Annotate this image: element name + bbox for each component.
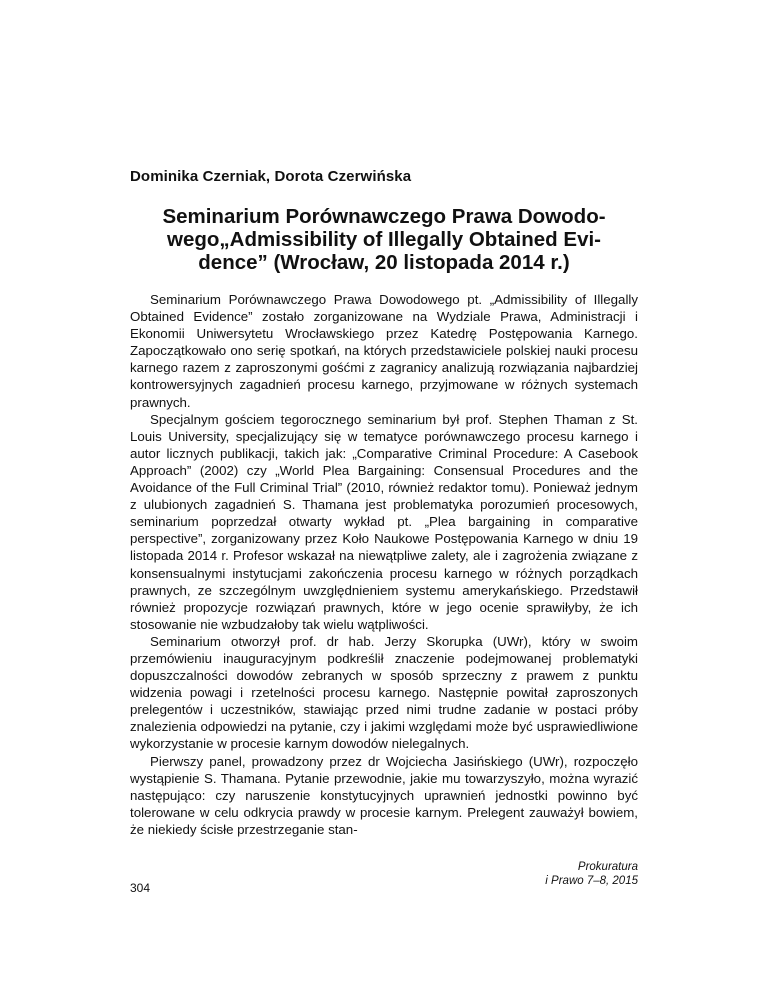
- journal-name: Prokuratura: [577, 861, 638, 873]
- body-paragraph: Pierwszy panel, prowadzony przez dr Wojciecha Jasińskiego (UWr), rozpoczęło wystąpienie S. Thamana. Pytanie przewodnie, jakie mu towarzyszyło, można wyrazić następująco: czy naruszenie konstytucyjnych uprawnień jednostki powinno być tolerowane w celu odkrycia prawdy w procesie karnym. Prelegent zauważył bowiem, że niekiedy ścisłe przestrzeganie stan-: [130, 753, 638, 837]
- title-line: dence” (Wrocław, 20 listopada 2014 r.): [198, 251, 570, 274]
- body-paragraph: Seminarium Porównawczego Prawa Dowodowego pt. „Admissibility of Illegally Obtained Evidence” zostało zorganizowane na Wydziale Prawa, Administracji i Ekonomii Uniwersytetu Wrocławskiego przez Katedrę Postępowania Karnego. Zapoczątkowało ono serię spotkań, na których przedstawiciele polskiej nauki procesu karnego razem z zaproszonymi gośćmi z zagranicy analizują rozwiązania najbardziej kontrowersyjnych zagadnień procesu karnego, przyjmowane w różnych systemach prawnych.: [130, 292, 638, 410]
- article-authors: Dominika Czerniak, Dorota Czerwińska: [130, 168, 412, 185]
- article-body: [130, 291, 638, 838]
- title-line: Seminarium Porównawczego Prawa Dowodo-: [162, 205, 606, 228]
- journal-issue: i Prawo 7–8, 2015: [545, 875, 638, 887]
- title-line: wego„Admissibility of Illegally Obtained Evi-: [167, 228, 601, 251]
- body-paragraph: Specjalnym gościem tegorocznego seminarium był prof. Stephen Thaman z St. Louis University, specjalizujący się w tematyce porównawczego procesu karnego i autor licznych publikacji, takich jak: „Comparative Criminal Procedure: A Casebook Approach” (2002) czy „World Plea Bargaining: Consensual Procedures and the Avoidance of the Full Criminal Trial” (2010, również redaktor tomu). Ponieważ jednym z ulubionych zagadnień S. Thamana jest problematyka porozumień procesowych, seminarium poprzedzał otwarty wykład pt. „Plea bargaining in comparative perspective”, zorganizowany przez Koło Naukowe Postępowania Karnego w dniu 19 listopada 2014 r. Profesor wskazał na niewątpliwe zalety, ale i zagrożenia związane z konsensualnymi instytucjami zakończenia procesu karnego w różnych porządkach prawnych, ze szczególnym uwzględnieniem systemu amerykańskiego. Przedstawił również propozycje rozwiązań prawnych, które w jego ocenie sprawiłyby, że ich stosowanie nie wzbudzałoby tak wielu wątpliwości.: [130, 411, 638, 632]
- page-number: 304: [130, 881, 151, 895]
- journal-reference: [478, 860, 638, 888]
- body-paragraph: Seminarium otworzył prof. dr hab. Jerzy Skorupka (UWr), który w swoim przemówieniu inauguracyjnym podkreślił znaczenie podejmowanej problematyki dopuszczalności dowodów zebranych w sposób sprzeczny z prawem z punktu widzenia powagi i rzetelności procesu karnego. Następnie powitał zaproszonych prelegentów i uczestników, stawiając przed nimi trudne zadanie w postaci próby znalezienia odpowiedzi na pytanie, czy i jakimi względami może być usprawiedliwione wykorzystanie w procesie karnym dowodów nielegalnych.: [130, 633, 638, 752]
- article-title: [150, 205, 618, 274]
